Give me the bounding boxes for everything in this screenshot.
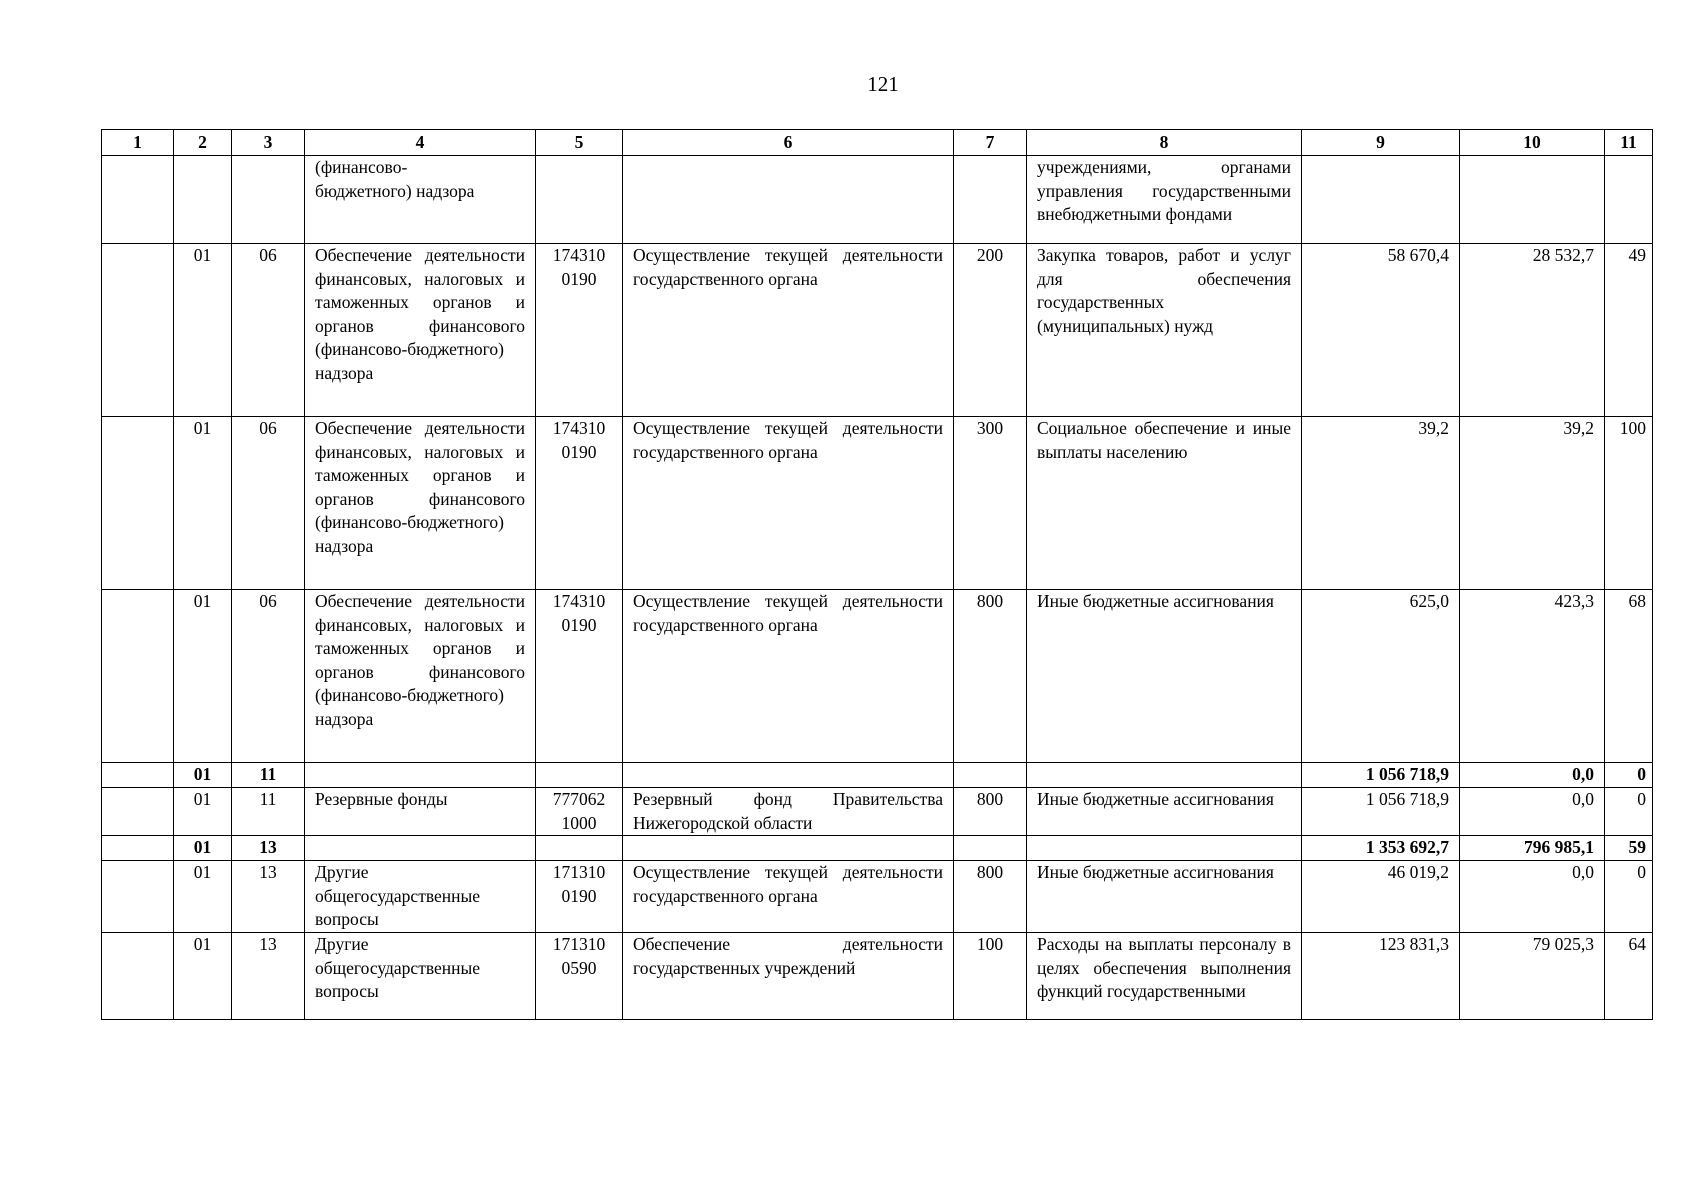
cell-expense-type-name: Социальное обеспечение и иные выплаты населению <box>1027 417 1302 590</box>
cell-approved-amount: 58 670,4 <box>1302 244 1460 417</box>
column-header: 4 <box>305 130 536 156</box>
cell-subsection: 13 <box>232 861 305 933</box>
cell-approved-amount: 46 019,2 <box>1302 861 1460 933</box>
column-header: 6 <box>623 130 954 156</box>
budget-table <box>101 129 1653 1020</box>
cell-col1 <box>102 244 174 417</box>
cell-col1 <box>102 763 174 788</box>
cell-executed-amount: 39,2 <box>1460 417 1605 590</box>
cell-col1 <box>102 788 174 836</box>
table-row <box>102 590 1653 763</box>
cell-col1 <box>102 861 174 933</box>
cell-subsection: 13 <box>232 932 305 1019</box>
cell-approved-amount: 625,0 <box>1302 590 1460 763</box>
cell-subsection <box>232 156 305 244</box>
cell-target-code <box>536 763 623 788</box>
cell-percent: 68 <box>1605 590 1653 763</box>
cell-executed-amount: 28 532,7 <box>1460 244 1605 417</box>
cell-target-name: Осуществление текущей деятельности государственного органа <box>623 244 954 417</box>
cell-expense-type-name <box>1027 763 1302 788</box>
cell-target-code: 174310 0190 <box>536 417 623 590</box>
cell-subsection-name: Обеспечение деятельности финансовых, налоговых и таможенных органов и органов финансового (финансово-бюджетного) надзора <box>305 244 536 417</box>
cell-target-name: Резервный фонд Правительства Нижегородской области <box>623 788 954 836</box>
cell-approved-amount: 1 353 692,7 <box>1302 836 1460 861</box>
cell-subsection-name: Другие общегосударственные вопросы <box>305 932 536 1019</box>
cell-target-code <box>536 156 623 244</box>
cell-subsection-name <box>305 836 536 861</box>
cell-executed-amount: 0,0 <box>1460 763 1605 788</box>
cell-col1 <box>102 156 174 244</box>
table-row <box>102 932 1653 1019</box>
cell-expense-type-name: Расходы на выплаты персоналу в целях обеспечения выполнения функций государственными <box>1027 932 1302 1019</box>
column-header: 10 <box>1460 130 1605 156</box>
cell-percent: 0 <box>1605 763 1653 788</box>
cell-target-code: 171310 0590 <box>536 932 623 1019</box>
cell-percent: 59 <box>1605 836 1653 861</box>
cell-target-code <box>536 836 623 861</box>
cell-expense-type: 200 <box>954 244 1027 417</box>
cell-percent: 64 <box>1605 932 1653 1019</box>
cell-percent: 49 <box>1605 244 1653 417</box>
column-header: 9 <box>1302 130 1460 156</box>
cell-executed-amount <box>1460 156 1605 244</box>
cell-section: 01 <box>174 932 232 1019</box>
cell-subsection-name: (финансово- бюджетного) надзора <box>305 156 536 244</box>
cell-section: 01 <box>174 788 232 836</box>
cell-percent <box>1605 156 1653 244</box>
cell-executed-amount: 0,0 <box>1460 861 1605 933</box>
cell-executed-amount: 79 025,3 <box>1460 932 1605 1019</box>
table-body <box>102 156 1653 1020</box>
cell-subsection-name: Другие общегосударственные вопросы <box>305 861 536 933</box>
cell-target-name <box>623 156 954 244</box>
cell-col1 <box>102 417 174 590</box>
cell-subsection: 06 <box>232 244 305 417</box>
cell-approved-amount <box>1302 156 1460 244</box>
cell-approved-amount: 39,2 <box>1302 417 1460 590</box>
table-row <box>102 417 1653 590</box>
table-row <box>102 861 1653 933</box>
cell-executed-amount: 0,0 <box>1460 788 1605 836</box>
cell-subsection-name <box>305 763 536 788</box>
cell-target-name <box>623 763 954 788</box>
cell-target-code: 174310 0190 <box>536 590 623 763</box>
cell-subsection-name: Обеспечение деятельности финансовых, налоговых и таможенных органов и органов финансового (финансово-бюджетного) надзора <box>305 590 536 763</box>
cell-col1 <box>102 836 174 861</box>
cell-subsection-name: Резервные фонды <box>305 788 536 836</box>
cell-expense-type: 800 <box>954 861 1027 933</box>
cell-section: 01 <box>174 861 232 933</box>
cell-expense-type-name: Иные бюджетные ассигнования <box>1027 861 1302 933</box>
table-row <box>102 156 1653 244</box>
table-row-subtotal <box>102 763 1653 788</box>
cell-col1 <box>102 932 174 1019</box>
column-header: 3 <box>232 130 305 156</box>
cell-section: 01 <box>174 763 232 788</box>
column-header: 11 <box>1605 130 1653 156</box>
cell-subsection-name: Обеспечение деятельности финансовых, налоговых и таможенных органов и органов финансового (финансово-бюджетного) надзора <box>305 417 536 590</box>
cell-expense-type <box>954 836 1027 861</box>
cell-executed-amount: 796 985,1 <box>1460 836 1605 861</box>
column-header: 7 <box>954 130 1027 156</box>
cell-expense-type-name: Иные бюджетные ассигнования <box>1027 590 1302 763</box>
cell-target-name: Осуществление текущей деятельности государственного органа <box>623 861 954 933</box>
cell-expense-type: 300 <box>954 417 1027 590</box>
column-header: 8 <box>1027 130 1302 156</box>
cell-section <box>174 156 232 244</box>
cell-subsection: 06 <box>232 417 305 590</box>
cell-expense-type-name: Закупка товаров, работ и услуг для обеспечения государственных (муниципальных) нужд <box>1027 244 1302 417</box>
cell-expense-type <box>954 763 1027 788</box>
cell-subsection: 06 <box>232 590 305 763</box>
cell-section: 01 <box>174 244 232 417</box>
table-row <box>102 788 1653 836</box>
table-row-subtotal <box>102 836 1653 861</box>
cell-section: 01 <box>174 417 232 590</box>
cell-percent: 100 <box>1605 417 1653 590</box>
cell-expense-type-name: Иные бюджетные ассигнования <box>1027 788 1302 836</box>
cell-percent: 0 <box>1605 788 1653 836</box>
cell-target-code: 777062 1000 <box>536 788 623 836</box>
cell-subsection: 13 <box>232 836 305 861</box>
cell-expense-type-name <box>1027 836 1302 861</box>
cell-approved-amount: 1 056 718,9 <box>1302 788 1460 836</box>
cell-col1 <box>102 590 174 763</box>
cell-executed-amount: 423,3 <box>1460 590 1605 763</box>
column-header: 5 <box>536 130 623 156</box>
column-header: 2 <box>174 130 232 156</box>
cell-section: 01 <box>174 836 232 861</box>
cell-expense-type <box>954 156 1027 244</box>
cell-target-code: 171310 0190 <box>536 861 623 933</box>
cell-subsection: 11 <box>232 763 305 788</box>
cell-approved-amount: 123 831,3 <box>1302 932 1460 1019</box>
cell-expense-type: 800 <box>954 590 1027 763</box>
column-header: 1 <box>102 130 174 156</box>
cell-target-name <box>623 836 954 861</box>
cell-target-code: 174310 0190 <box>536 244 623 417</box>
cell-target-name: Обеспечение деятельности государственных учреждений <box>623 932 954 1019</box>
cell-approved-amount: 1 056 718,9 <box>1302 763 1460 788</box>
cell-expense-type: 100 <box>954 932 1027 1019</box>
cell-expense-type-name: учреждениями, органами управления государственными внебюджетными фондами <box>1027 156 1302 244</box>
table-header-row <box>102 130 1653 156</box>
cell-target-name: Осуществление текущей деятельности государственного органа <box>623 590 954 763</box>
cell-section: 01 <box>174 590 232 763</box>
table-row <box>102 244 1653 417</box>
page-number: 121 <box>867 72 899 96</box>
cell-target-name: Осуществление текущей деятельности государственного органа <box>623 417 954 590</box>
cell-percent: 0 <box>1605 861 1653 933</box>
cell-subsection: 11 <box>232 788 305 836</box>
cell-expense-type: 800 <box>954 788 1027 836</box>
